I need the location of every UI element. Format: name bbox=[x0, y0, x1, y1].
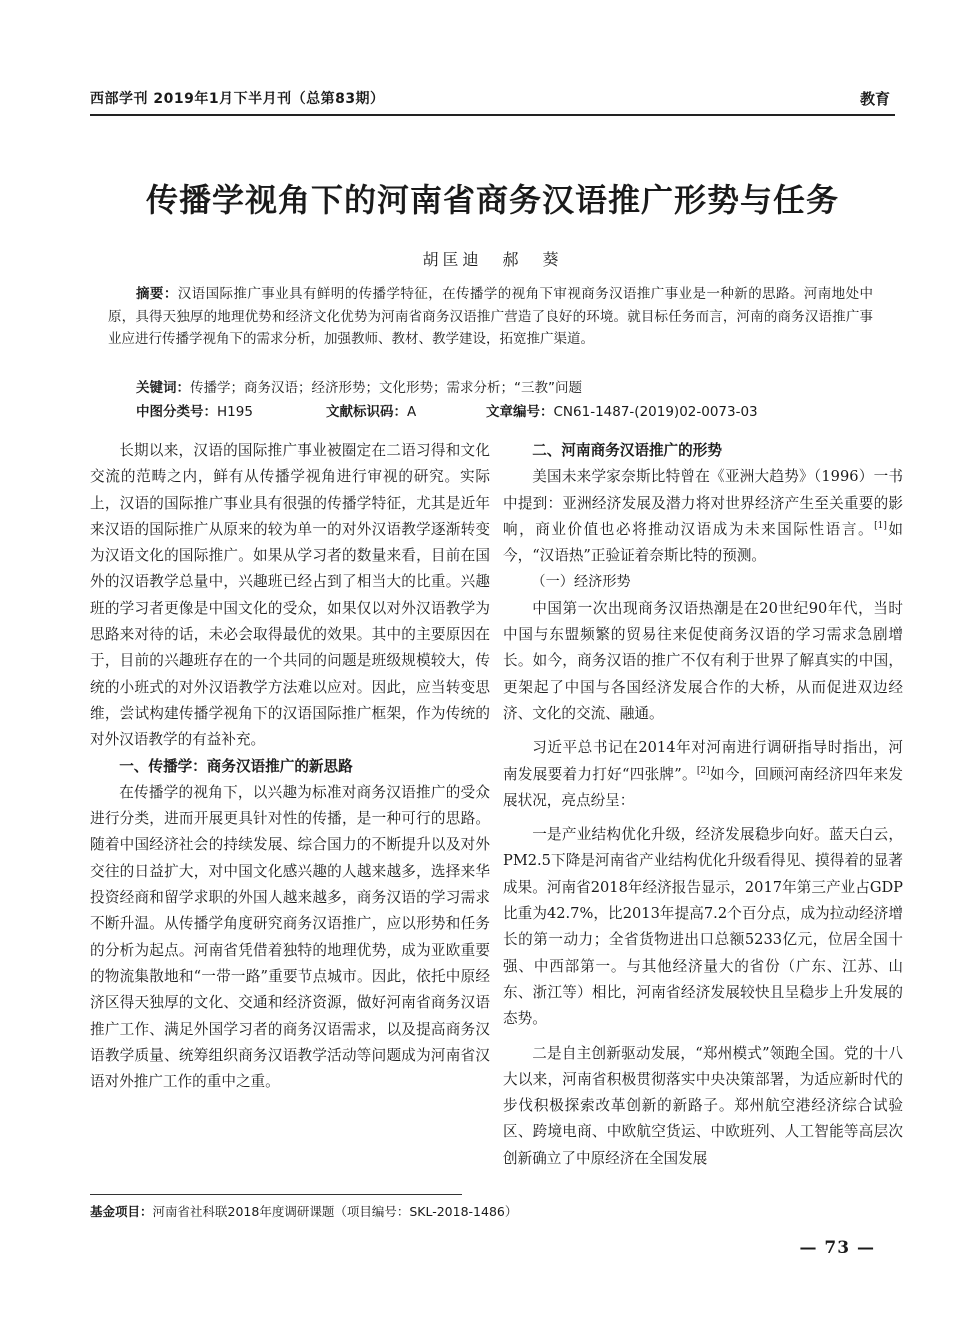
citation-ref: [1] bbox=[874, 521, 887, 532]
section-heading: 二、河南商务汉语推广的形势 bbox=[532, 442, 722, 459]
paragraph-gap bbox=[503, 814, 903, 822]
section-label: 教育 bbox=[859, 90, 890, 108]
header-divider bbox=[90, 114, 895, 116]
abstract bbox=[108, 283, 873, 351]
subsection-heading: （一）经济形势 bbox=[531, 574, 631, 591]
doccode-value: A bbox=[407, 404, 417, 420]
article-authors: 胡匡迪 郝 葵 bbox=[422, 250, 563, 269]
citation-ref: [2] bbox=[696, 765, 710, 776]
clc-value: H195 bbox=[217, 404, 253, 420]
keywords bbox=[136, 377, 876, 399]
paragraph-text: 如今，“汉语热”正验证着奈斯比特的预测。 bbox=[503, 520, 903, 565]
keywords-text: 传播学；商务汉语；经济形势；文化形势；需求分析；“三教”问题 bbox=[190, 380, 582, 396]
keywords-label: 关键词： bbox=[136, 380, 190, 396]
articleno-label: 文章编号： bbox=[486, 404, 554, 420]
page-number: — 73 — bbox=[799, 1238, 875, 1258]
paragraph: 在传播学的视角下，以兴趣为标准对商务汉语推广的受众进行分类，进而开展更具针对性的传播，是一种可行的思路。随着中国经济社会的持续发展、综合国力的不断提升以及对外交往的日益扩大，对中国文化感兴趣的人越来越多，选择来华投资经商和留学求职的外国人越来越多，商务汉语的学习需求不断升温。从传播学角度研究商务汉语推广，应以形势和任务的分析为起点。河南省凭借着独特的地理优势，成为亚欧重要的物流集散地和“一带一路”重要节点城市。因此，依托中原经济区得天独厚的文化、交通和经济资源，做好河南省商务汉语推广工作、满足外国学习者的商务汉语需求，以及提高商务汉语教学质量、统筹组织商务汉语教学活动等问题成为河南省汉语对外推广工作的重中之重。 bbox=[90, 783, 490, 1091]
abstract-label: 摘要： bbox=[136, 286, 178, 302]
journal-issue: 西部学刊 2019年1月下半月刊（总第83期） bbox=[90, 91, 385, 107]
article-title: 传播学视角下的河南省商务汉语推广形势与任务 bbox=[145, 181, 839, 219]
running-header bbox=[90, 88, 890, 110]
paragraph: 二是自主创新驱动发展，“郑州模式”领跑全国。党的十八大以来，河南省积极贯彻落实中央决策部署，为适应新时代的步伐积极探索改革创新的新路子。郑州航空港经济综合试验区、跨境电商、中欧航空货运、中欧班列、人工智能等高层次创新确立了中原经济在全国发展 bbox=[503, 1044, 903, 1167]
footnote-label: 基金项目： bbox=[90, 1204, 153, 1219]
footnote-text: 河南省社科联2018年度调研课题（项目编号：SKL-2018-1486） bbox=[152, 1204, 518, 1219]
abstract-text: 汉语国际推广事业具有鲜明的传播学特征，在传播学的视角下审视商务汉语推广事业是一种新的思路。河南地处中原，具得天独厚的地理优势和经济文化优势为河南省商务汉语推广营造了良好的环境。就目标任务而言，河南的商务汉语推广事业应进行传播学视角下的需求分析，加强教师、教材、教学建设，拓宽推广渠道。 bbox=[108, 286, 874, 347]
left-column bbox=[90, 438, 490, 1095]
document-code bbox=[326, 401, 416, 423]
paragraph bbox=[503, 735, 903, 814]
funding-footnote bbox=[90, 1202, 890, 1222]
clc-code bbox=[136, 401, 253, 423]
paragraph: 长期以来，汉语的国际推广事业被圈定在二语习得和文化交流的范畴之内，鲜有从传播学视角进行审视的研究。实际上，汉语的国际推广事业具有很强的传播学特征，尤其是近年来汉语的国际推广从原来的较为单一的对外汉语教学逐渐转变为汉语文化的国际推广。如果从学习者的数量来看，目前在国外的汉语教学总量中，兴趣班已经占到了相当大的比重。兴趣班的学习者更像是中国文化的受众，如果仅以对外汉语教学为思路来对待的话，未必会取得最优的效果。其中的主要原因在于，目前的兴趣班存在的一个共同的问题是班级规模较大，传统的小班式的对外汉语教学方法难以应对。因此，应当转变思维，尝试构建传播学视角下的汉语国际推广框架，作为传统的对外汉语教学的有益补充。 bbox=[90, 442, 490, 749]
section-heading: 一、传播学：商务汉语推广的新思路 bbox=[119, 757, 353, 775]
footnote-divider bbox=[90, 1194, 462, 1195]
paragraph bbox=[503, 464, 903, 569]
paragraph-text: 美国未来学家奈斯比特曾在《亚洲大趋势》（1996）一书中提到：亚洲经济发展及潜力将对世界经济产生至关重要的影响，商业价值也必将推动汉语成为未来国际性语言。 bbox=[503, 468, 903, 538]
paragraph: 中国第一次出现商务汉语热潮是在20世纪90年代，当时中国与东盟频繁的贸易往来促使商务汉语的学习需求急剧增长。如今，商务汉语的推广不仅有利于世界了解真实的中国，更架起了中国与各国经济发展合作的大桥，从而促进双边经济、文化的交流、融通。 bbox=[503, 599, 903, 722]
article-number bbox=[486, 401, 758, 423]
paragraph-text: 如今，回顾河南经济四年来发展状况，亮点纷呈： bbox=[503, 765, 903, 809]
paragraph-gap bbox=[503, 1033, 903, 1041]
right-column bbox=[503, 438, 903, 1172]
paragraph-text: 习近平总书记在2014年对河南进行调研指导时指出，河南发展要着力打好“四张牌”。 bbox=[503, 739, 903, 783]
article-metadata bbox=[136, 401, 886, 423]
paragraph-gap bbox=[503, 727, 903, 735]
paragraph: 一是产业结构优化升级，经济发展稳步向好。蓝天白云，PM2.5下降是河南省产业结构优化升级看得见、摸得着的显著成果。河南省2018年经济报告显示，2017年第三产业占GDP比重为42.7%，比2013年提高7.2个百分点，成为拉动经济增长的第一动力；全省货物进出口总额5233亿元，位居全国十强、中西部第一。与其他经济量大的省份（广东、江苏、山东、浙江等）相比，河南省经济发展较快且呈稳步上升发展的态势。 bbox=[503, 826, 903, 1028]
articleno-value: CN61-1487-(2019)02-0073-03 bbox=[553, 404, 758, 420]
doccode-label: 文献标识码： bbox=[326, 404, 407, 420]
clc-label: 中图分类号： bbox=[136, 404, 217, 420]
